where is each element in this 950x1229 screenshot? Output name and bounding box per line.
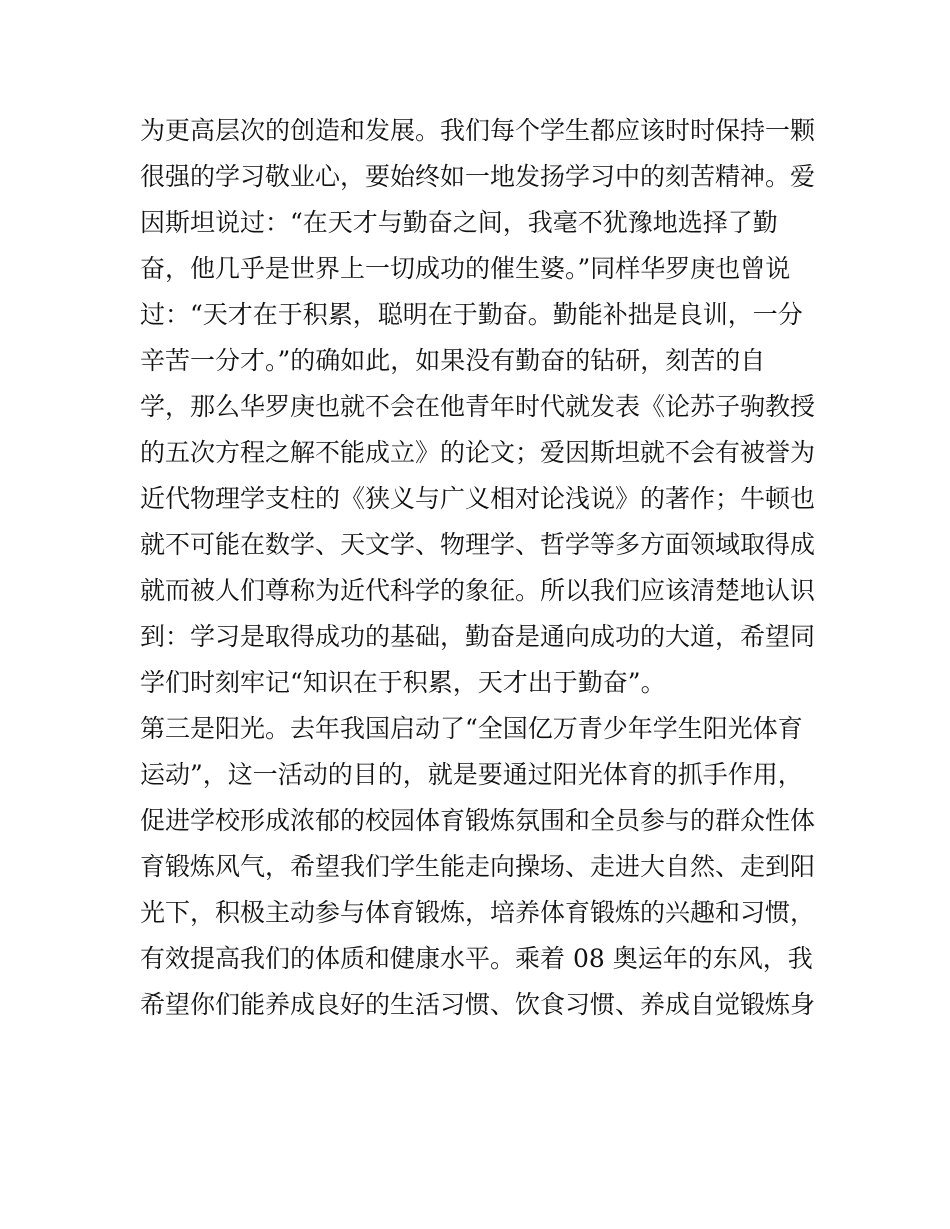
text-line: 很强的学习敬业心，要始终如一地发扬学习中的刻苦精神。爱: [140, 162, 816, 191]
text-line: 光下，积极主动参与体育锻炼，培养体育锻炼的兴趣和习惯，: [140, 898, 816, 927]
text-line: 因斯坦说过：“在天才与勤奋之间，我毫不犹豫地选择了勤: [140, 208, 778, 237]
text-line: 就不可能在数学、天文学、物理学、哲学等多方面领域取得成: [140, 530, 816, 559]
text-line: 促进学校形成浓郁的校园体育锻炼氛围和全员参与的群众性体: [140, 806, 816, 835]
text-line: 过：“天才在于积累，聪明在于勤奋。勤能补拙是良训，一分: [140, 300, 803, 329]
text-line: 希望你们能养成良好的生活习惯、饮食习惯、养成自觉锻炼身: [140, 990, 816, 1019]
text-line: 的五次方程之解不能成立》的论文；爱因斯坦就不会有被誉为: [140, 438, 816, 467]
text-line: 第三是阳光。去年我国启动了“全国亿万青少年学生阳光体育: [140, 714, 803, 743]
text-line: 辛苦一分才。”的确如此，如果没有勤奋的钻研，刻苦的自: [140, 346, 766, 375]
text-line: 到：学习是取得成功的基础，勤奋是通向成功的大道，希望同: [140, 622, 816, 651]
text-line: 奋，他几乎是世界上一切成功的催生婆。”同样华罗庚也曾说: [140, 254, 791, 283]
text-line: 育锻炼风气，希望我们学生能走向操场、走进大自然、走到阳: [140, 852, 816, 881]
text-line: 就而被人们尊称为近代科学的象征。所以我们应该清楚地认识: [140, 576, 816, 605]
text-line: 为更高层次的创造和发展。我们每个学生都应该时时保持一颗: [140, 116, 816, 145]
text-line: 近代物理学支柱的《狭义与广义相对论浅说》的著作；牛顿也: [140, 484, 816, 513]
text-line: 学们时刻牢记“知识在于积累，天才出于勤奋”。: [140, 668, 666, 697]
body-text: [140, 108, 820, 1028]
text-line: 学，那么华罗庚也就不会在他青年时代就发表《论苏子驹教授: [140, 392, 816, 421]
text-line: 有效提高我们的体质和健康水平。乘着 08 奥运年的东风，我: [140, 944, 813, 973]
text-line: 运动”，这一活动的目的，就是要通过阳光体育的抓手作用，: [140, 760, 803, 789]
